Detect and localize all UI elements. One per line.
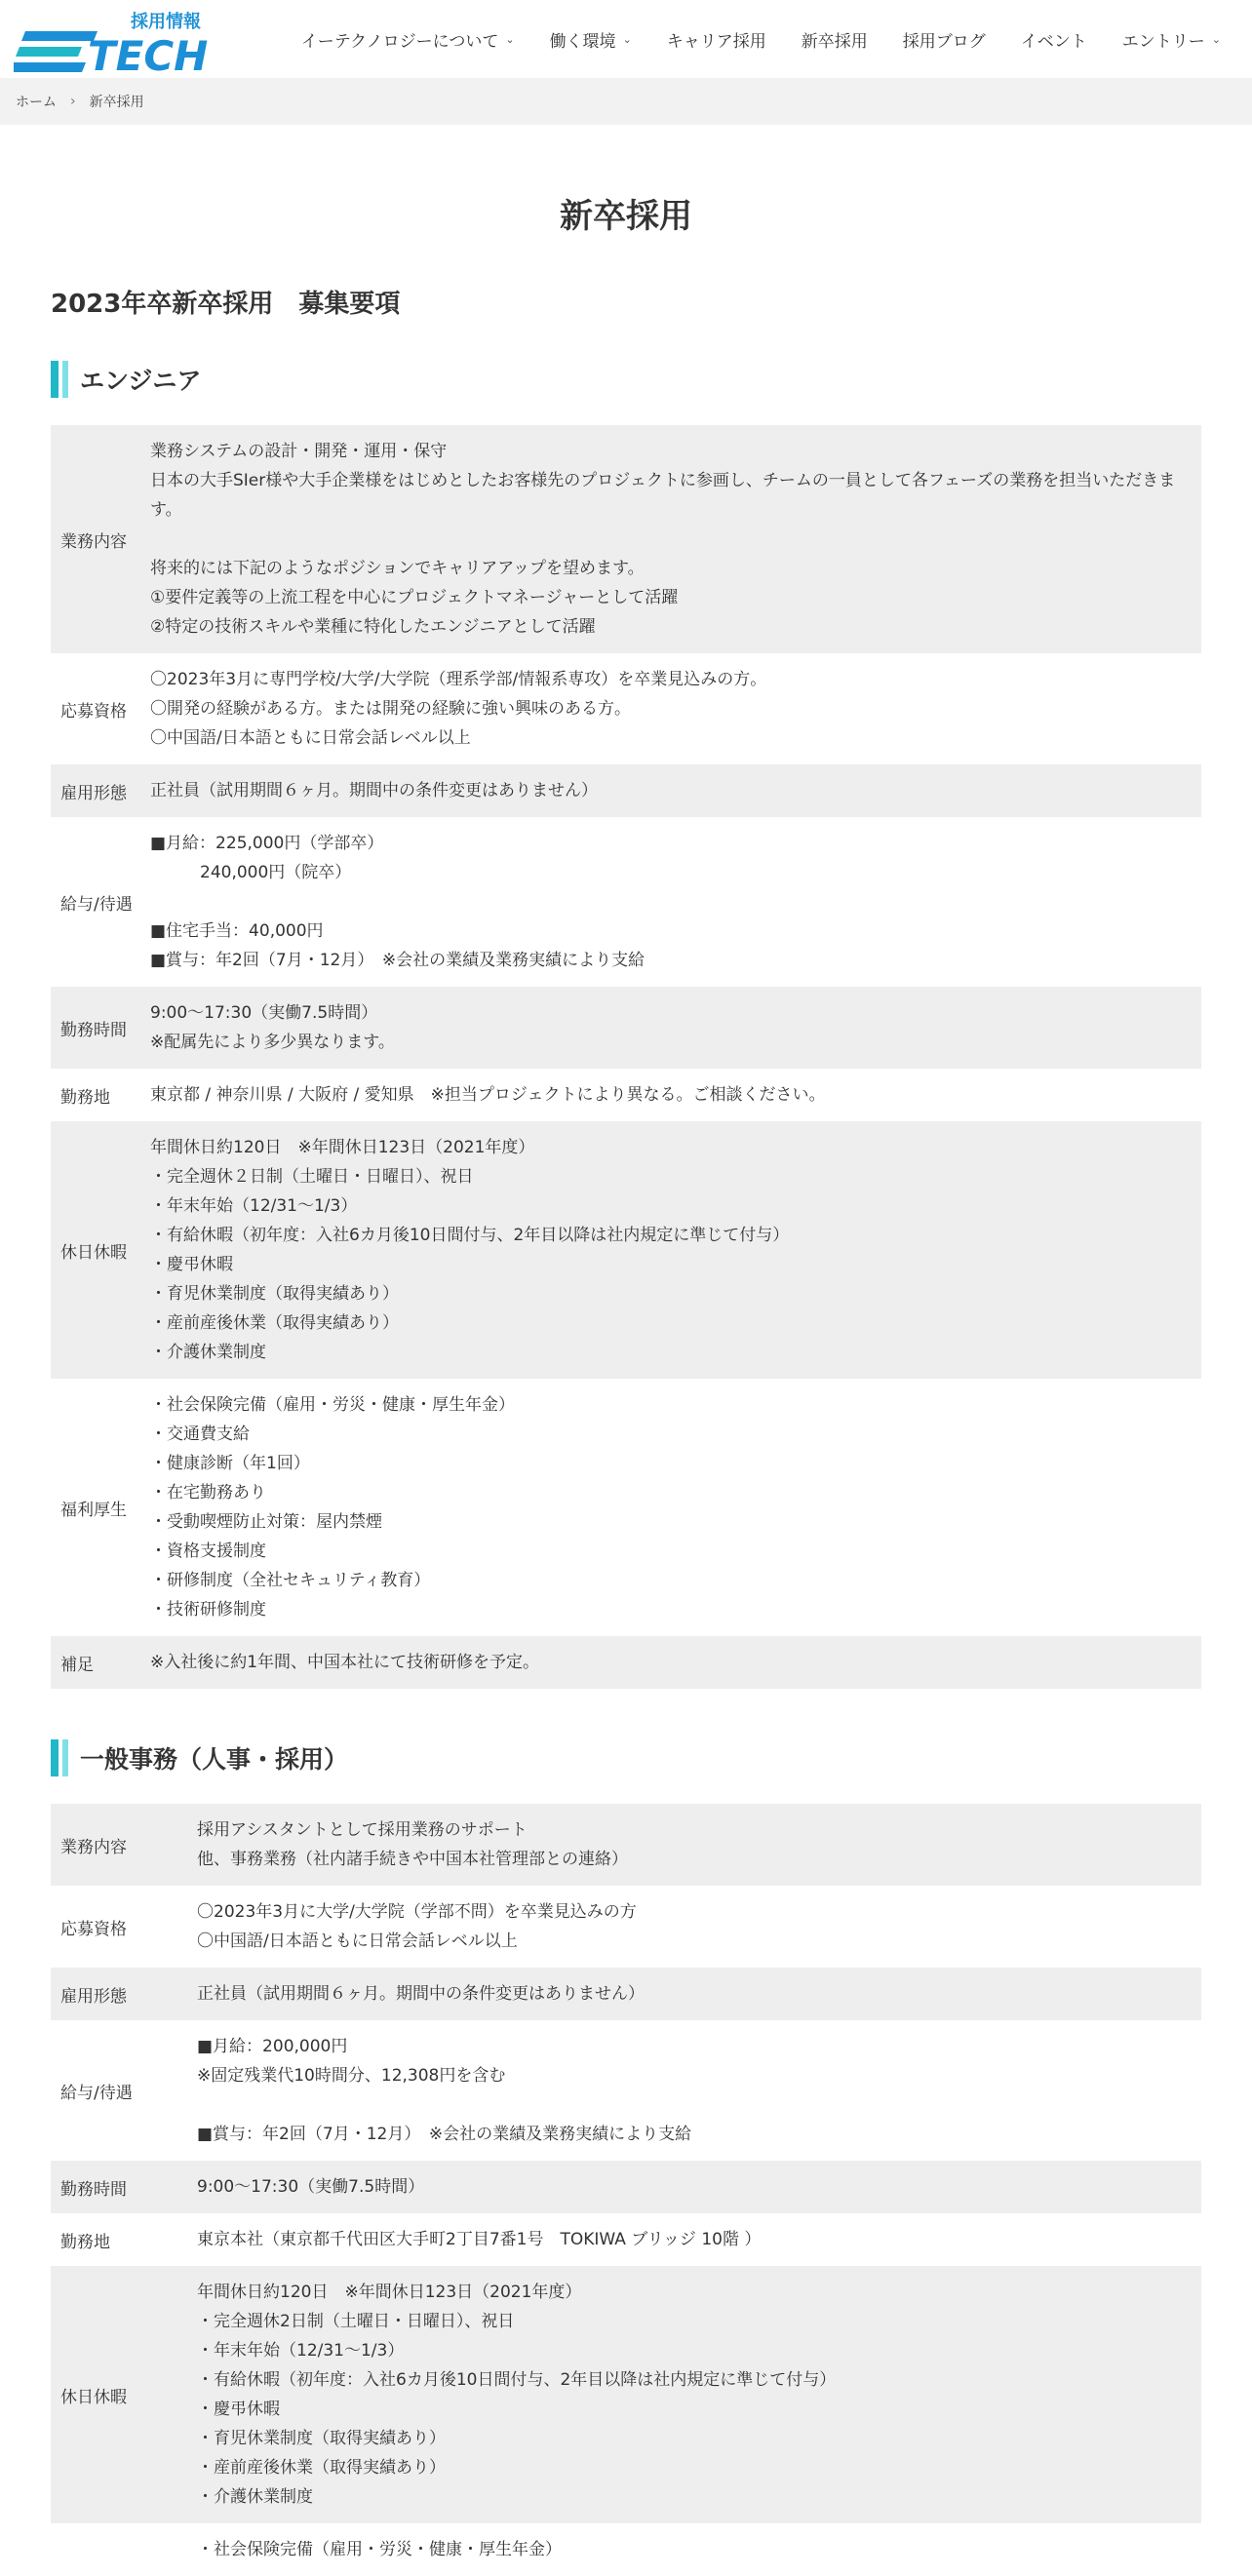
table-row	[51, 2266, 1201, 2523]
row-label	[51, 2523, 197, 2576]
requirements-table-engineer	[51, 425, 1201, 1689]
row-label: 勤務地	[60, 2232, 110, 2252]
row-label: 応募資格	[60, 701, 127, 722]
breadcrumb-current: 新卒採用	[89, 95, 144, 110]
nav-about-label: イーテクノロジーについて	[300, 31, 499, 52]
table-row	[51, 2161, 1201, 2213]
table-row	[51, 1886, 1201, 1968]
row-label: 給与/待遇	[60, 2083, 133, 2103]
row-label: 勤務地	[60, 1087, 110, 1108]
row-value: 東京本社（東京都千代田区大手町2丁目7番1号 TOKIWA ブリッジ 10階 ）	[197, 2230, 762, 2249]
logo-etech-mark	[14, 29, 267, 74]
nav-event[interactable]	[1003, 27, 1105, 52]
nav-entry-label: エントリー	[1121, 31, 1205, 52]
table-row	[51, 2523, 1201, 2576]
table-row	[51, 1804, 1201, 1886]
row-value: ・社会保険完備（雇用・労災・健康・厚生年金） ・交通費支給 ・健康診断（年1回） ・在宅勤務あり ・受動喫煙防止対策：屋内禁煙 ・資格支援制度 ・研修制度（全社セキュリティ教育） ・技術研修制度	[150, 1395, 515, 1620]
nav-newgrad-label: 新卒採用	[801, 31, 868, 52]
recruit-heading: 2023年卒新卒採用 募集要項	[51, 290, 401, 319]
row-value: 〇2023年3月に大学/大学院（学部不問）を卒業見込みの方 〇中国語/日本語ともに日常会話レベル以上	[197, 1902, 637, 1951]
section-heading-office	[51, 1739, 1201, 1776]
section-heading-text: エンジニア	[80, 367, 202, 395]
nav-career[interactable]	[649, 27, 784, 52]
logo-text: TECH	[88, 32, 209, 74]
table-row	[51, 1121, 1201, 1379]
logo-subtitle: 採用情報	[131, 12, 201, 32]
table-row	[51, 1968, 1201, 2020]
row-label: 補足	[60, 1655, 94, 1675]
row-value: 年間休日約120日 ※年間休日123日（2021年度） ・完全週休2日制（土曜日・日曜日）、祝日 ・年末年始（12/31～1/3） ・有給休暇（初年度：入社6カ月後10日間付与、2年目以降は社内規定に準じて付与） ・慶弔休暇 ・育児休業制度（取得実績あり） ・産前産後休業（取得実績あり） ・介護休業制度	[197, 2283, 837, 2507]
row-label: 休日休暇	[60, 2387, 127, 2407]
row-label: 雇用形態	[60, 1986, 127, 2007]
row-value: 〇2023年3月に専門学校/大学/大学院（理系学部/情報系専攻）を卒業見込みの方。 〇開発の経験がある方。または開発の経験に強い興味のある方。 〇中国語/日本語ともに日常会話レベル以上	[150, 670, 767, 748]
chevron-down-icon: ⌄	[622, 32, 632, 46]
row-value: ■月給：200,000円 ※固定残業代10時間分、12,308円を含む ■賞与：年2回（7月・12月） ※会社の業績及業務実績により支給	[197, 2037, 692, 2144]
breadcrumb-home[interactable]: ホーム	[16, 95, 57, 110]
global-nav	[284, 0, 1238, 78]
table-row	[51, 1069, 1201, 1121]
row-value: ※入社後に約1年間、中国本社にて技術研修を予定。	[150, 1653, 540, 1672]
nav-blog[interactable]	[885, 27, 1003, 52]
row-value: ・社会保険完備（雇用・労災・健康・厚生年金）	[197, 2540, 562, 2559]
row-value: 業務システムの設計・開発・運用・保守 日本の大手SIer様や大手企業様をはじめとしたお客様先のプロジェクトに参画し、チームの一員として各フェーズの業務を担当いただきます。 将来的には下記のようなポジションでキャリアアップを望めます。 ①要件定義等の上流工程を中心にプロジェクトマネージャーとして活躍 ②特定の技術スキルや業種に特化したエンジニアとして活躍	[150, 442, 1176, 637]
table-row	[51, 425, 1201, 653]
chevron-right-icon: ›	[70, 94, 76, 109]
table-row	[51, 817, 1201, 987]
row-label: 給与/待遇	[60, 894, 133, 915]
breadcrumb	[0, 78, 1252, 125]
row-value: 採用アシスタントとして採用業務のサポート 他、事務業務（社内諸手続きや中国本社管理部との連絡）	[197, 1820, 628, 1869]
section-heading-text: 一般事務（人事・採用）	[80, 1745, 349, 1774]
row-value: 正社員（試用期間６ヶ月。期間中の条件変更はありません）	[197, 1984, 645, 2004]
table-row	[51, 2213, 1201, 2266]
chevron-down-icon: ⌄	[1211, 32, 1221, 46]
table-row	[51, 764, 1201, 817]
row-label: 勤務時間	[60, 2179, 127, 2200]
section-heading-engineer	[51, 361, 1201, 398]
table-row	[51, 987, 1201, 1069]
nav-event-label: イベント	[1020, 31, 1087, 52]
row-label: 休日休暇	[60, 1242, 127, 1263]
table-row	[51, 1636, 1201, 1689]
heading-accent-bar-light	[62, 1739, 68, 1776]
site-header	[0, 0, 1252, 78]
nav-entry[interactable]	[1105, 27, 1238, 52]
row-value: 9:00～17:30（実働7.5時間） ※配属先により多少異なります。	[150, 1003, 395, 1052]
row-label: 業務内容	[60, 531, 127, 552]
row-value: ■月給：225,000円（学部卒） 240,000円（院卒） ■住宅手当：40,000円 ■賞与：年2回（7月・12月） ※会社の業績及業務実績により支給	[150, 834, 646, 970]
nav-blog-label: 採用ブログ	[902, 31, 986, 52]
row-label: 応募資格	[60, 1919, 127, 1939]
nav-environment-label: 働く環境	[549, 31, 616, 52]
table-row	[51, 653, 1201, 764]
chevron-down-icon: ⌄	[505, 32, 515, 46]
heading-accent-bar-light	[62, 361, 68, 398]
row-label: 雇用形態	[60, 783, 127, 803]
row-label: 業務内容	[60, 1837, 127, 1857]
nav-career-label: キャリア採用	[666, 31, 766, 52]
row-label: 勤務時間	[60, 1020, 127, 1040]
main-content	[0, 125, 1252, 2576]
row-value: 年間休日約120日 ※年間休日123日（2021年度） ・完全週休２日制（土曜日・日曜日）、祝日 ・年末年始（12/31～1/3） ・有給休暇（初年度：入社6カ月後10日間付与、2年目以降は社内規定に準じて付与） ・慶弔休暇 ・育児休業制度（取得実績あり） ・産前産後休業（取得実績あり） ・介護休業制度	[150, 1138, 790, 1362]
heading-accent-bar	[51, 361, 59, 398]
table-row	[51, 1379, 1201, 1636]
nav-newgrad[interactable]	[784, 27, 885, 52]
heading-accent-bar	[51, 1739, 59, 1776]
row-value: 正社員（試用期間６ヶ月。期間中の条件変更はありません）	[150, 781, 598, 800]
row-label: 福利厚生	[60, 1500, 127, 1520]
nav-about[interactable]	[284, 27, 532, 52]
requirements-table-office	[51, 1804, 1201, 2576]
row-value: 9:00～17:30（実働7.5時間）	[197, 2177, 425, 2197]
page-title: 新卒採用	[560, 197, 692, 236]
site-logo[interactable]	[14, 10, 267, 74]
nav-environment[interactable]	[532, 27, 649, 52]
table-row	[51, 2020, 1201, 2161]
row-value: 東京都 / 神奈川県 / 大阪府 / 愛知県 ※担当プロジェクトにより異なる。ご相談ください。	[150, 1085, 826, 1105]
